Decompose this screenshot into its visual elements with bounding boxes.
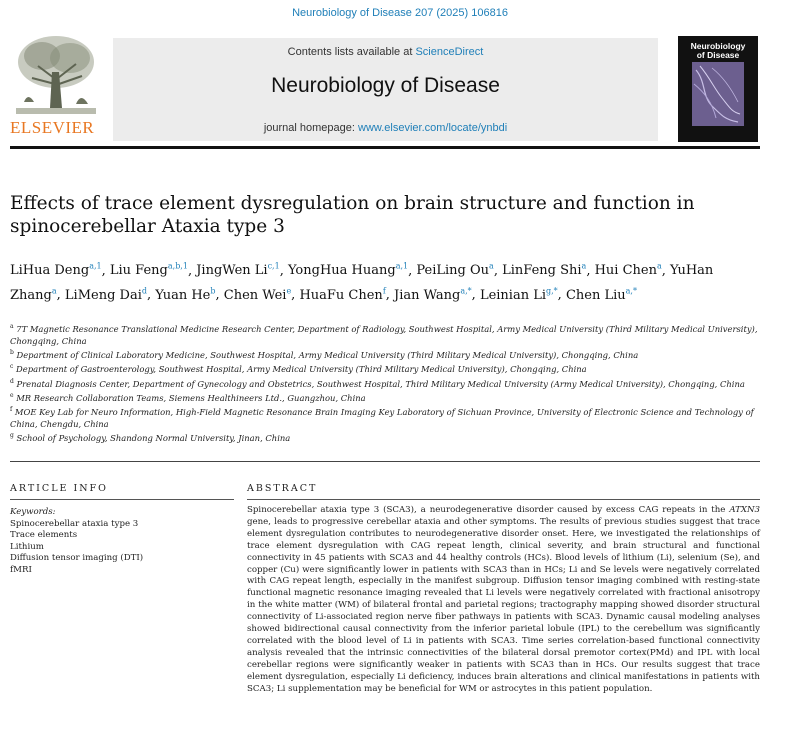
author-affiliation-marker[interactable]: e bbox=[286, 286, 292, 296]
author[interactable] bbox=[595, 263, 662, 278]
author-name: Jian Wang bbox=[394, 287, 461, 303]
author-list bbox=[10, 257, 755, 306]
keyword-item[interactable]: Spinocerebellar ataxia type 3 bbox=[10, 518, 139, 529]
article-title bbox=[10, 192, 750, 238]
masthead-divider bbox=[10, 146, 760, 149]
sciencedirect-link[interactable]: ScienceDirect bbox=[415, 46, 484, 58]
cover-title-line1: Neurobiology bbox=[690, 41, 746, 51]
affiliation-letter: a bbox=[10, 323, 14, 330]
article-info-heading: ARTICLE INFO bbox=[10, 483, 108, 494]
author-affiliation-marker[interactable]: a bbox=[581, 262, 587, 271]
author-name: Yuan He bbox=[155, 287, 211, 303]
affiliation-letter: d bbox=[10, 377, 14, 385]
affiliation-letter: f bbox=[10, 405, 13, 413]
keywords-section bbox=[10, 507, 234, 576]
homepage-prefix: journal homepage: bbox=[263, 122, 355, 134]
keyword-item[interactable]: Trace elements bbox=[10, 530, 78, 540]
author-separator: , bbox=[586, 263, 595, 279]
author[interactable] bbox=[416, 263, 493, 278]
journal-homepage-link[interactable]: www.elsevier.com/locate/ynbdi bbox=[358, 122, 508, 134]
author-name: JingWen Li bbox=[196, 263, 268, 279]
journal-masthead bbox=[10, 32, 762, 144]
author-separator: , bbox=[279, 263, 288, 279]
keyword-item[interactable]: Diffusion tensor imaging (DTI) bbox=[10, 553, 144, 563]
masthead-info-box bbox=[113, 38, 658, 141]
author[interactable] bbox=[110, 263, 188, 278]
author[interactable] bbox=[566, 288, 637, 303]
affiliation-item bbox=[10, 347, 760, 361]
author[interactable] bbox=[288, 263, 408, 278]
author-affiliation-marker[interactable]: a bbox=[489, 262, 494, 271]
author-separator: , bbox=[291, 287, 300, 303]
homepage-line bbox=[113, 122, 658, 134]
affiliation-item bbox=[10, 404, 760, 430]
article-title-line2: spinocerebellar Ataxia type 3 bbox=[10, 216, 285, 237]
cover-title bbox=[682, 42, 754, 60]
author-affiliation-marker[interactable]: a,* bbox=[460, 286, 472, 296]
elsevier-wordmark: ELSEVIER bbox=[10, 118, 95, 137]
contents-prefix: Contents lists available at bbox=[287, 46, 413, 58]
abstract-body bbox=[247, 505, 760, 696]
author-name: YongHua Huang bbox=[287, 263, 396, 279]
author-affiliation-marker[interactable]: a,1 bbox=[395, 262, 409, 271]
author-name: Hui Chen bbox=[594, 263, 657, 279]
affiliation-text: Department of Gastroenterology, Southwest Hospital, Army Medical University (Third Military Medical University), Chongqing, China bbox=[16, 364, 587, 375]
author-affiliation-marker[interactable]: a,* bbox=[625, 286, 637, 296]
author-separator: , bbox=[385, 287, 395, 303]
affiliation-letter: b bbox=[10, 349, 14, 357]
author[interactable] bbox=[480, 288, 558, 303]
author-affiliation-marker[interactable]: d bbox=[141, 286, 147, 296]
author-separator: , bbox=[215, 287, 224, 303]
affiliation-text: MOE Key Lab for Neuro Information, High-Field Magnetic Resonance Brain Imaging Key Laboratory of Sichuan Province, University of Electronic Science and Technology of China, Chengdu, China bbox=[10, 406, 754, 429]
affiliation-item bbox=[10, 361, 760, 375]
author-name: HuaFu Chen bbox=[299, 287, 383, 303]
author-name: YuHan Zhang bbox=[10, 263, 714, 303]
cover-art-icon bbox=[692, 62, 744, 126]
affiliation-text: Department of Clinical Laboratory Medicine, Southwest Hospital, Army Medical University (Third Military Medical University), Chongqing, China bbox=[16, 350, 639, 361]
author-separator: , bbox=[408, 263, 417, 279]
author-affiliation-marker[interactable]: b bbox=[210, 286, 216, 296]
affiliation-item bbox=[10, 321, 760, 347]
journal-citation[interactable]: Neurobiology of Disease 207 (2025) 106816 bbox=[292, 7, 508, 19]
author[interactable] bbox=[224, 288, 291, 303]
author-affiliation-marker[interactable]: a bbox=[51, 286, 57, 296]
elsevier-tree-icon bbox=[10, 32, 102, 120]
author-separator: , bbox=[56, 287, 65, 303]
cover-title-line2: of Disease bbox=[696, 50, 740, 60]
author-affiliation-marker[interactable]: f bbox=[382, 286, 386, 296]
affiliation-item bbox=[10, 430, 760, 444]
author-separator: , bbox=[101, 263, 110, 279]
author-name: LiHua Deng bbox=[10, 263, 90, 279]
keyword-item[interactable]: Lithium bbox=[10, 541, 44, 552]
abstract-heading: ABSTRACT bbox=[247, 483, 318, 494]
author[interactable] bbox=[10, 263, 102, 278]
affiliation-text: MR Research Collaboration Teams, Siemens Healthineers Ltd., Guangzhou, China bbox=[16, 392, 366, 403]
keywords-list bbox=[10, 519, 234, 577]
author-name: Leinian Li bbox=[479, 287, 546, 303]
affiliation-list bbox=[10, 321, 760, 444]
author-name: Liu Feng bbox=[109, 263, 168, 279]
affiliation-item bbox=[10, 390, 760, 404]
journal-title: Neurobiology of Disease bbox=[271, 74, 500, 97]
author-separator: , bbox=[661, 263, 671, 279]
author-affiliation-marker[interactable]: c,1 bbox=[267, 262, 280, 271]
article-title-line1: Effects of trace element dysregulation on brain structure and function in bbox=[10, 193, 695, 214]
affiliation-letter: g bbox=[10, 432, 14, 440]
affiliation-text: Prenatal Diagnosis Center, Department of Gynecology and Obstetrics, Southwest Hospital, Third Military Medical University (Army Medical University), Chongqing, China bbox=[16, 378, 745, 389]
author-name: Chen Liu bbox=[565, 287, 626, 303]
article-info-rule bbox=[10, 499, 234, 500]
keyword-item[interactable]: fMRI bbox=[10, 564, 32, 575]
author[interactable] bbox=[155, 288, 215, 303]
author-separator: , bbox=[557, 287, 566, 303]
affiliation-text: School of Psychology, Shandong Normal University, Jinan, China bbox=[16, 432, 291, 443]
abstract-gene-name: ATXN3 bbox=[729, 505, 760, 515]
author-name: LinFeng Shi bbox=[502, 263, 582, 279]
author-name: LiMeng Dai bbox=[64, 287, 142, 303]
elsevier-logo[interactable] bbox=[10, 32, 102, 142]
abstract-rule bbox=[247, 499, 760, 500]
affiliation-letter: e bbox=[10, 391, 14, 399]
contents-line bbox=[113, 46, 658, 58]
author-separator: , bbox=[493, 263, 503, 279]
author-separator: , bbox=[146, 287, 156, 303]
author-name: Chen Wei bbox=[223, 287, 287, 303]
affiliation-item bbox=[10, 376, 760, 390]
abstract-text-part1: Spinocerebellar ataxia type 3 (SCA3), a neurodegenerative disorder caused by excess CAG repeats in the bbox=[247, 505, 730, 515]
affiliation-letter: c bbox=[10, 363, 14, 371]
author-affiliation-marker[interactable]: a,1 bbox=[89, 262, 102, 271]
author[interactable] bbox=[65, 288, 147, 303]
journal-cover-image[interactable] bbox=[678, 36, 758, 142]
author-separator: , bbox=[471, 287, 480, 303]
author[interactable] bbox=[502, 263, 586, 278]
author[interactable] bbox=[299, 288, 385, 303]
author-affiliation-marker[interactable]: g,* bbox=[546, 286, 558, 296]
section-divider bbox=[10, 461, 760, 462]
author[interactable] bbox=[196, 263, 279, 278]
author[interactable] bbox=[394, 288, 472, 303]
abstract-text-part2: gene, leads to progressive cerebellar ataxia and other symptoms. The results of previous studies suggest that trace element dysregulation contributes to neurodegenerative disorder onset. Here, we investigated the relationships of trace element dysregulation with CAG repeat length, clinical severity, and brain structural and functional connectivity in 45 patients with SCA3 and 44 healthy controls (HCs). Blood levels of lithium (Li), selenium (Se), and copper (Cu) were significantly lower in patients with SCA3 than in HCs; Li and Se levels were negatively correlated with CAG repeat length, especially in the manifest subgroup. Diffusion tensor imaging combined with resting-state functional magnetic resonance imaging revealed that Li levels were negatively correlated with fractional anisotropy in the white matter (WM) of bilateral frontal and parietal regions; tractography mapping showed disorder structural connectivity of Li-associated region nerve fiber pathways in patients with SCA3. Dynamic causal modeling analyses showed bidirectional causal connectivity from the inferior parietal lobule (IPL) to the cerebellum was significantly correlated with the blood level of Li in patients with SCA3. Time series correlation-based functional connectivity analysis revealed that the intrinsic connectivities of the bilateral dorsal premotor cortex(PMd) and IPL with local cerebellar regions were significantly weaker in patients with SCA3 than in HCs. Our results suggest that trace element dysregulation, especially Li deficiency, induces brain alterations and clinical manifestations in patients with SCA3; Li supplementation may be beneficial for WM or astrocytes in this patient population. bbox=[247, 516, 760, 694]
author-affiliation-marker[interactable]: a bbox=[656, 262, 662, 271]
keywords-label: Keywords: bbox=[10, 507, 56, 517]
affiliation-text: 7T Magnetic Resonance Translational Medicine Research Center, Department of Radiology, Southwest Hospital, Army Medical University (Third Military Medical University), Chongqing, China bbox=[10, 323, 758, 347]
author-separator: , bbox=[187, 263, 197, 279]
author-name: PeiLing Ou bbox=[416, 263, 490, 279]
author-affiliation-marker[interactable]: a,b,1 bbox=[167, 262, 188, 271]
